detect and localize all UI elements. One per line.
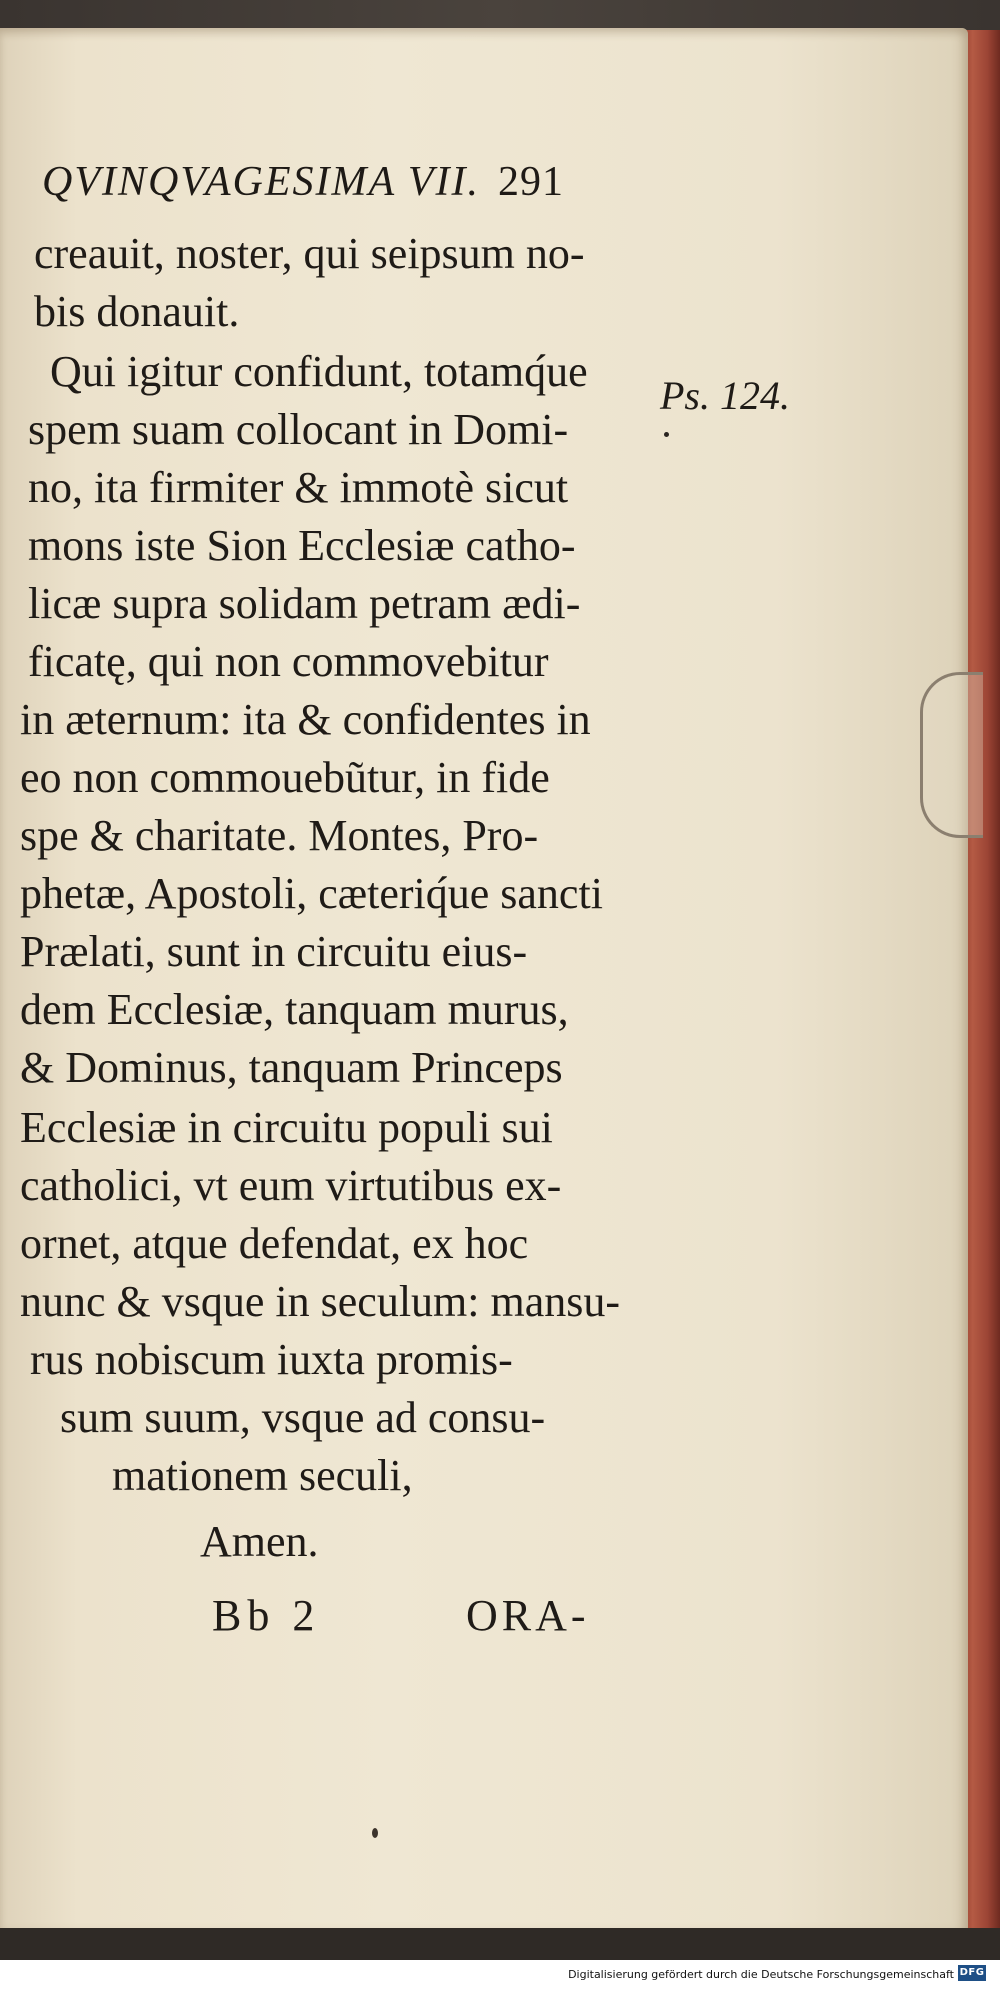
text-line: bis donauit.: [34, 287, 240, 336]
text-line: Ecclesiæ in circuitu populi sui: [20, 1103, 553, 1152]
margin-note: Ps. 124.: [660, 373, 790, 418]
text-line: ficatę, qui non commovebitur: [28, 637, 549, 686]
text-line: no, ita firmiter & immotè sicut: [28, 463, 569, 512]
text-line: nunc & vsque in seculum: mansu-: [20, 1277, 621, 1326]
digitization-credit: Digitalisierung gefördert durch die Deutsche Forschungsgemeinschaft: [568, 1968, 954, 1981]
text-line: Prælati, sunt in circuitu eius-: [20, 927, 528, 976]
text-line: licæ supra solidam petram ædi-: [28, 579, 581, 628]
running-header: [42, 158, 564, 206]
text-line: rus nobiscum iuxta promis-: [30, 1335, 513, 1384]
text-line: spem suam collocant in Domi-: [28, 405, 569, 454]
text-line: Amen.: [200, 1517, 319, 1566]
text-line: spe & charitate. Montes, Pro-: [20, 811, 539, 860]
text-line: eo non commouebũtur, in fide: [20, 753, 550, 802]
text-line: catholici, vt eum virtutibus ex-: [20, 1161, 562, 1210]
ink-speck: [372, 1828, 378, 1838]
text-line: ornet, atque defendat, ex hoc: [20, 1219, 529, 1268]
text-line: mons iste Sion Ecclesiæ catho-: [28, 521, 576, 570]
running-header-title: QVINQVAGESIMA VII.: [42, 159, 480, 205]
text-line: sum suum, vsque ad consu-: [60, 1393, 546, 1442]
text-line: mationem seculi,: [112, 1451, 413, 1500]
text-line: creauit, noster, qui seipsum no-: [34, 229, 585, 278]
text-line: in æternum: ita & confidentes in: [20, 695, 591, 744]
text-line: dem Ecclesiæ, tanquam murus,: [20, 985, 569, 1034]
text-line: phetæ, Apostoli, cæteriq́ue sancti: [20, 869, 603, 918]
signature-mark: Bb 2: [212, 1591, 321, 1640]
page-number: 291: [498, 159, 564, 205]
margin-mark: [664, 432, 669, 437]
text-line: Qui igitur confidunt, totamq́ue: [50, 347, 588, 396]
text-line: & Dominus, tanquam Princeps: [20, 1043, 563, 1092]
page-clasp: [920, 672, 983, 838]
scanner-bottom-band: [0, 1928, 1000, 1960]
dfg-logo: DFG: [958, 1965, 986, 1981]
catchword: ORA-: [466, 1591, 590, 1640]
